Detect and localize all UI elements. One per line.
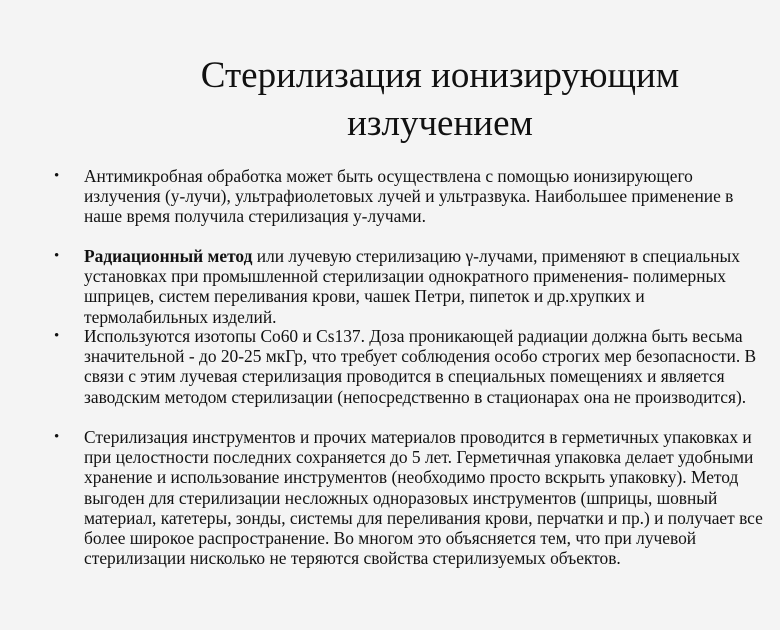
- bullet-text-1: Антимикробная обработка может быть осуществлена с помощью ионизирующего излучения (у-лучи), ультрафиолетовых лучей и ультразвука. Наибольшее применение в наше время получила стерилизация у-лучами.: [84, 166, 734, 227]
- bold-term: Радиационный метод: [84, 246, 253, 266]
- slide-title: Стерилизация ионизирующим излучением: [200, 55, 680, 144]
- bullet-text-4: Стерилизация инструментов и прочих материалов проводится в герметичных упаковках и при целостности последних сохраняется до 5 лет. Герметичная упаковка делает удобными хранение и использование инструментов (необходимо просто вскрыть упаковку). Метод выгоден для стерилизации несложных одноразовых инструментов (шприцы, шовный материал, катетеры, зонды, системы для переливания крови, перчатки и пр.) и получает все более широкое распространение. Во многом это объясняется тем, что при лучевой стерилизации нисколько не теряются свойства стерилизуемых объектов.: [84, 427, 763, 569]
- bullet-text-2-rest: или лучевую стерилизацию γ-лучами, применяют в специальных установках при промышленной стерилизации однократного применения- полимерных шприцев, систем переливания крови, чашек Петри, пипеток и др.хрупких и термолабильных изделий.: [84, 246, 740, 327]
- bullet-text-2: [84, 246, 764, 327]
- bullet-icon: •: [54, 168, 60, 184]
- bullet-icon: •: [54, 328, 60, 344]
- bullet-text-3: Используются изотопы Со60 и Cs137. Доза проникающей радиации должна быть весьма значительной - до 20-25 мкГр, что требует соблюдения особо строгих мер безопасности. В связи с этим лучевая стерилизация проводится в специальных помещениях и является заводским методом стерилизации (непосредственно в стационарах она не производится).: [84, 326, 757, 407]
- bullet-icon: •: [54, 429, 60, 445]
- bullet-icon: •: [54, 248, 60, 264]
